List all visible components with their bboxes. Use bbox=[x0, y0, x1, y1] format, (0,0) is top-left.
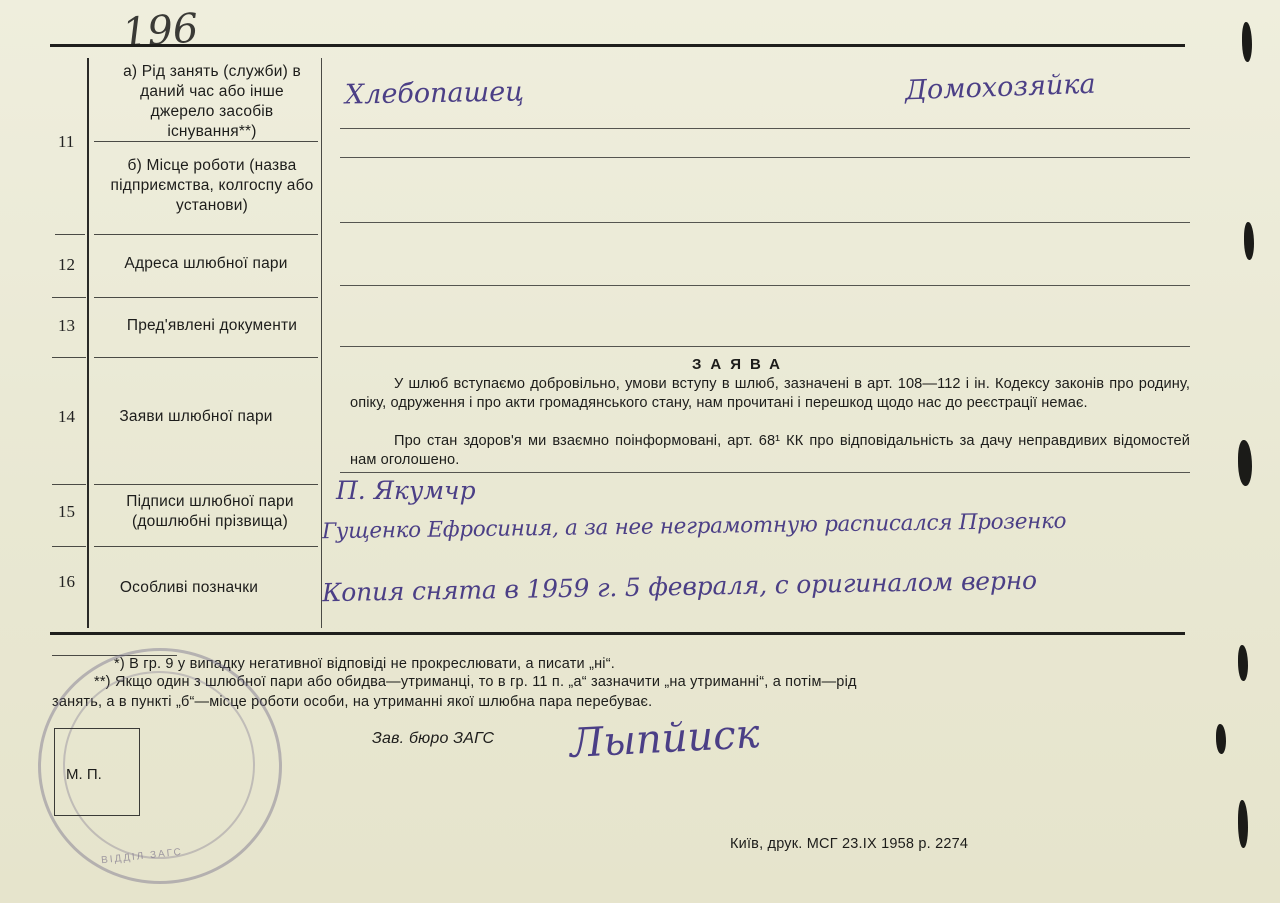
answer-line bbox=[340, 346, 1190, 347]
row-number-12: 12 bbox=[58, 255, 75, 274]
row-separator bbox=[94, 234, 318, 235]
page-number: 196 bbox=[120, 5, 200, 57]
signature-husband: П. Якумчр bbox=[336, 476, 476, 505]
binding-hole bbox=[1216, 724, 1226, 754]
row-13-label: Пред'явлені документи bbox=[126, 317, 298, 334]
binding-hole bbox=[1238, 440, 1252, 486]
row-separator bbox=[55, 234, 85, 235]
printer-imprint: Київ, друк. МСГ 23.IX 1958 р. 2274 bbox=[730, 836, 969, 852]
row-separator bbox=[52, 297, 86, 298]
answer-line bbox=[340, 157, 1190, 158]
signature-wife-line: Гущенко Ефросиния, а за нее неграмотную расписался Прозенко bbox=[321, 508, 1067, 545]
row-12-label: Адреса шлюбної пари bbox=[124, 255, 288, 272]
statement-paragraph-1: У шлюб вступаємо добровільно, умови вступу в шлюб, зазначені в арт. 108—112 і ін. Кодексу законів про родину, опіку, одруження і про акти громадянського стану, нам прочитані і перешкод щодо нас до реєстрації немає. bbox=[350, 376, 1190, 411]
row-number-16: 16 bbox=[58, 572, 75, 591]
row-15-label: Підписи шлюбної пари (дошлюбні прізвища) bbox=[126, 493, 294, 530]
occupation-husband: Хлебопашец bbox=[344, 76, 525, 111]
answer-line bbox=[340, 128, 1190, 129]
top-rule bbox=[50, 44, 1185, 47]
binding-hole bbox=[1242, 22, 1252, 62]
row-number-15: 15 bbox=[58, 502, 75, 521]
footnote-1: *) В гр. 9 у випадку негативної відповіді не прокреслювати, а писати „ні“. bbox=[114, 656, 615, 672]
footnote-2-line-2: занять, а в пункті „б“—місце роботи особи, на утриманні якої шлюбна пара перебуває. bbox=[52, 694, 653, 710]
binding-hole bbox=[1244, 222, 1254, 260]
answer-line bbox=[340, 472, 1190, 473]
binding-hole bbox=[1238, 645, 1248, 681]
row-14-label: Заяви шлюбної пари bbox=[119, 408, 273, 425]
footnote-2-line-1: **) Якщо один з шлюбної пари або обидва—утриманці, то в гр. 11 п. „а“ зазначити „на утриманні“, а потім—рід bbox=[94, 674, 857, 690]
official-signature: Лыпйиск bbox=[568, 711, 761, 767]
row-separator bbox=[94, 546, 318, 547]
row-separator bbox=[94, 357, 318, 358]
left-border bbox=[87, 58, 89, 628]
statement-title: ЗАЯВА bbox=[692, 356, 789, 373]
row-separator bbox=[52, 484, 86, 485]
row-16-label: Особливі позначки bbox=[119, 579, 259, 596]
row-separator bbox=[94, 297, 318, 298]
row-separator bbox=[94, 484, 318, 485]
row-separator bbox=[52, 357, 86, 358]
copy-note: Копия снята в 1959 г. 5 февраля, с оригиналом верно bbox=[321, 565, 1038, 608]
row-number-14: 14 bbox=[58, 407, 75, 426]
bottom-rule bbox=[50, 632, 1185, 635]
row-11b-label: б) Місце роботи (назва підприємства, колгоспу або установи) bbox=[110, 157, 314, 214]
binding-hole bbox=[1238, 800, 1248, 848]
answer-line bbox=[340, 222, 1190, 223]
row-11a-label: а) Рід занять (служби) в даний час або інше джерело засобів існування**) bbox=[123, 63, 301, 140]
official-title: Зав. бюро ЗАГС bbox=[372, 730, 495, 747]
answer-line bbox=[340, 285, 1190, 286]
row-number-13: 13 bbox=[58, 316, 75, 335]
seal-placeholder-label: М. П. bbox=[66, 766, 102, 783]
row-separator bbox=[52, 546, 86, 547]
occupation-wife: Домохозяйка bbox=[904, 68, 1097, 107]
seal-text: ВІДДІЛ ЗАГС bbox=[100, 846, 184, 867]
statement-paragraph-2: Про стан здоров'я ми взаємно поінформовані, арт. 68¹ КК про відповідальність за дачу неправдивих відомостей нам оголошено. bbox=[350, 433, 1190, 468]
row-number-11: 11 bbox=[58, 132, 75, 151]
